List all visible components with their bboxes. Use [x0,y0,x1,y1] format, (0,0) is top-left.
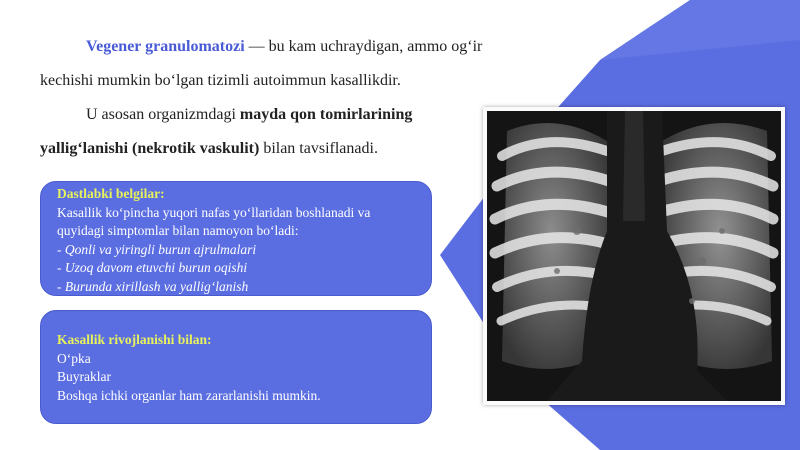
intro-paragraph-1 [40,30,490,98]
chest-xray-image [483,107,785,405]
progression-heading: Kasallik rivojlanishi bilan: [57,332,212,347]
early-signs-item: - Burunda xirillash va yallig‘lanish [57,278,249,294]
chest-xray-drawing [487,111,781,401]
early-signs-box [40,181,432,296]
disease-term: Vegener granulomatozi [86,38,245,55]
intro-p1-rest: — bu kam uchraydigan, ammo og‘ir kechishi mumkin bo‘lgan tizimli autoimmun kasallikdir. [40,38,483,89]
progression-item: O‘pka [57,350,91,366]
intro-paragraph-2 [40,98,490,166]
progression-item: Buyraklar [57,369,111,384]
early-signs-text: Kasallik ko‘pincha yuqori nafas yo‘llaridan boshlanadi va quyidagi simptomlar bilan namoyon bo‘ladi: [57,204,371,238]
progression-box [40,310,432,424]
intro-p2-bold: mayda qon tomirlarining yallig‘lanishi (nekrotik vaskulit) [40,106,413,157]
intro-text [40,30,490,166]
early-signs-heading: Dastlabki belgilar: [57,186,165,201]
intro-p2-end: bilan tavsiflanadi. [259,140,378,157]
progression-item: Boshqa ichki organlar ham zararlanishi mumkin. [57,387,321,403]
early-signs-item: - Uzoq davom etuvchi burun oqishi [57,260,248,275]
early-signs-item: - Qonli va yiringli burun ajrulmalari [57,241,257,257]
intro-p2-start: U asosan organizmdagi [86,106,240,123]
